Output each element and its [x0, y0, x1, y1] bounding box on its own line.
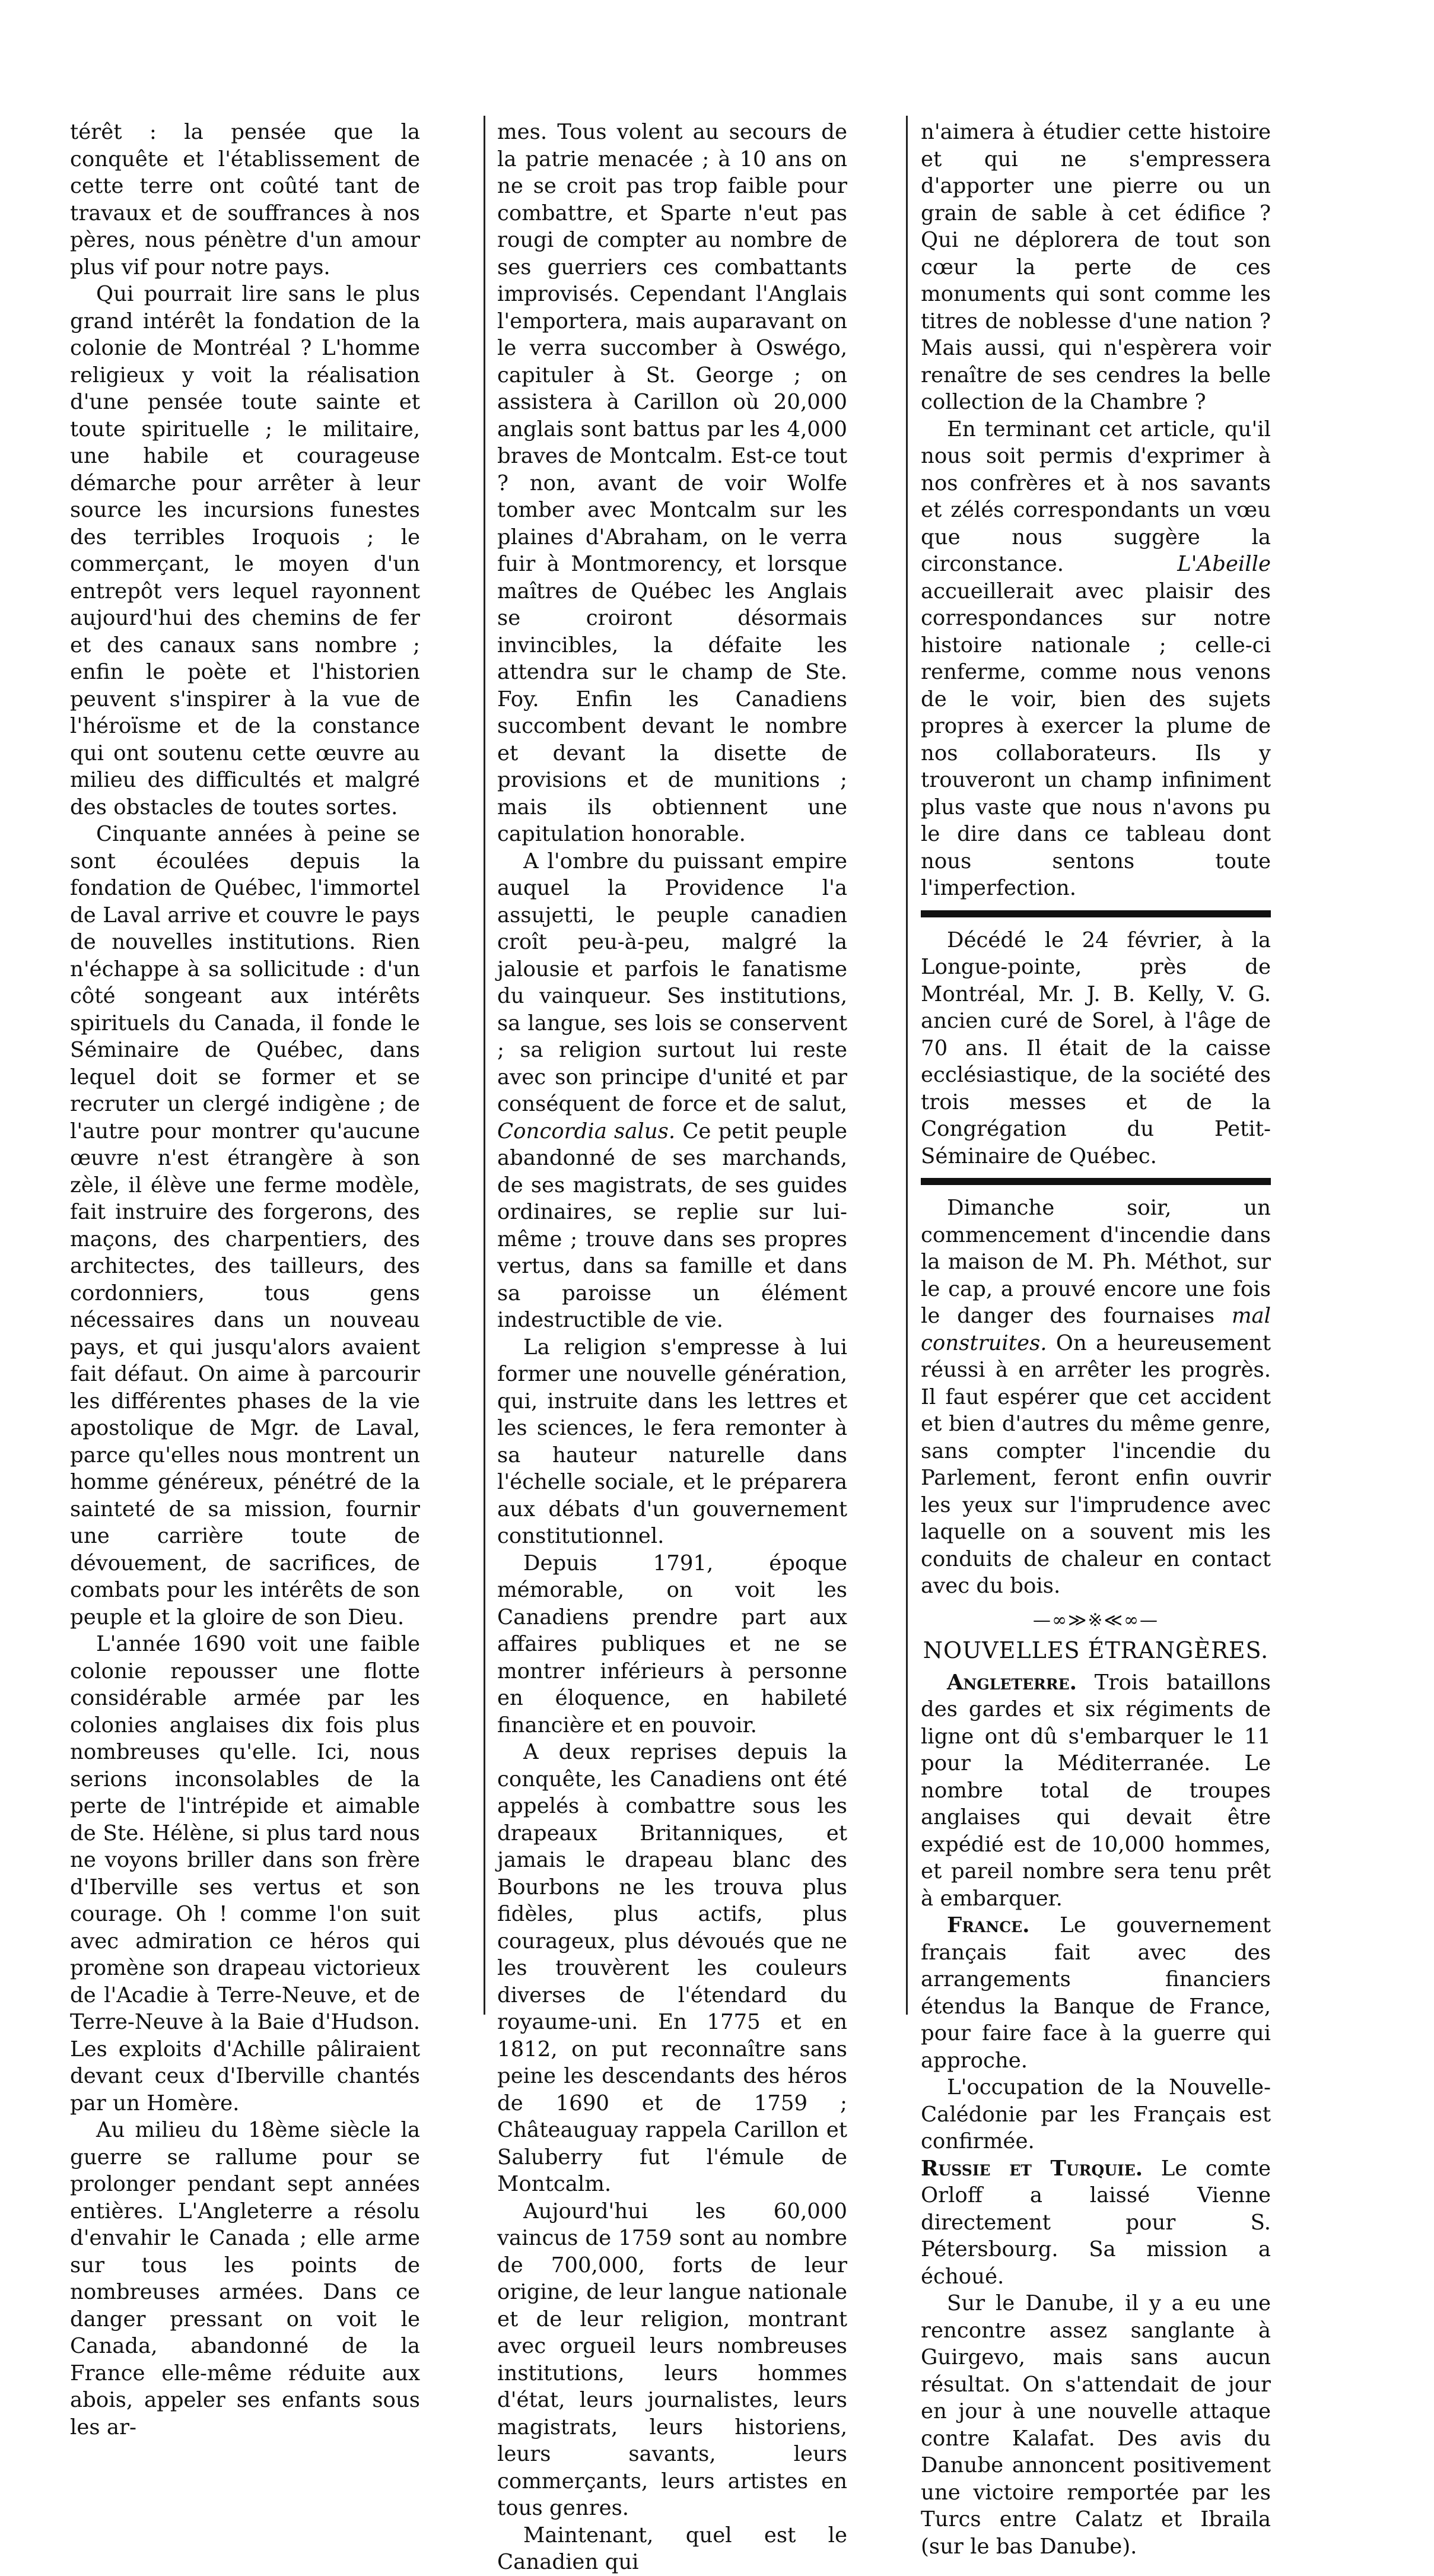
- ornament-divider: —∞≫※≪∞—: [1033, 1609, 1159, 1631]
- paragraph: mes. Tous volent au secours de la patrie menacée ; à 10 ans on ne se croit pas trop faible pour combattre, et Sparte n'eut pas rougi de compter au nombre de ses guerriers ces combattants improvisés. Cependant l'Anglais l'emportera, mais auparavant on le verra succomber à Oswégo, capituler à St. George ; on assistera à Carillon où 20,000 anglais sont battus par les 4,000 braves de Montcalm. Est-ce tout ? non, avant de voir Wolfe tomber avec Montcalm sur les plaines d'Abraham, on le verra fuir à Montmorency, et lorsque maîtres de Québec les Anglais se croiront désormais invincibles, la défaite les attendra sur le champ de Ste. Foy. Enfin les Canadiens succombent devant le nombre et devant la disette de provisions et de munitions ; mais ils obtiennent une capitulation honorable.: [497, 120, 847, 846]
- paragraph: Aujourd'hui les 60,000 vaincus de 1759 sont au nombre de 700,000, forts de leur origine, de leur langue nationale et de leur religion, montrant avec orgueil leurs nombreuses institutions, leurs hommes d'état, leurs journalistes, leurs magistrats, leurs historiens, leurs savants, leurs commerçants, leurs artistes en tous genres.: [497, 2199, 847, 2520]
- column-rule-1: [484, 116, 485, 2015]
- paragraph: Maintenant, quel est le Canadien qui: [497, 2523, 847, 2574]
- news-item: Sur le Danube, il y a eu une rencontre assez sanglante à Guirgevo, mais sans aucun résultat. On s'attendait de jour en jour à une nouvelle attaque contre Kalafat. Des avis du Danube annoncent positivement une victoire remportée par les Turcs entre Calatz et Ibraila (sur le bas Danube).: [921, 2291, 1271, 2559]
- column-3: [921, 119, 1271, 2560]
- paragraph-text: Dimanche soir, un commencement d'incendie dans la maison de M. Ph. Méthot, sur le cap, a prouvé encore une fois le danger des fournaises: [921, 1196, 1271, 1328]
- news-text: Le comte Orloff a laissé Vienne directement pour S. Pétersbourg. Sa mission a échoué.: [921, 2156, 1271, 2289]
- paragraph: [921, 416, 1271, 902]
- news-text: Le gouvernement français fait avec des arrangements financiers étendus la Banque de France, pour faire face à la guerre qui approche.: [921, 1913, 1271, 2073]
- country-label: France.: [947, 1913, 1030, 1937]
- section-heading: NOUVELLES ÉTRANGÈRES.: [923, 1637, 1269, 1663]
- country-label: Angleterre.: [947, 1670, 1077, 1695]
- column-2: [497, 119, 847, 2576]
- paragraph: L'année 1690 voit une faible colonie repousser une flotte considérable armée par les colonies anglaises dix fois plus nombreuses qu'elle. Ici, nous serions inconsolables de la perte de l'intrépide et aimable de Ste. Hélène, si plus tard nous ne voyons briller dans son frère d'Iberville ses vertus et son courage. Oh ! comme l'on suit avec admiration ce héros qui promène son drapeau victorieux de l'Acadie à Terre-Neuve, et de Terre-Neuve à la Baie d'Hudson. Les exploits d'Achille pâliraient devant ceux d'Iberville chantés par un Homère.: [70, 1632, 420, 2116]
- paragraph: Cinquante années à peine se sont écoulées depuis la fondation de Québec, l'immortel de Laval arrive et couvre le pays de nouvelles institutions. Rien n'échappe à sa sollicitude : d'un côté songeant aux intérêts spirituels du Canada, il fonde le Séminaire de Québec, dans lequel doit se former et se recruter un clergé indigène ; de l'autre pour montrer qu'aucune œuvre n'est étrangère à son zèle, il élève une ferme modèle, fait instruire des forgerons, des maçons, des charpentiers, des architectes, des tailleurs, des cordonniers, tous gens nécessaires dans un nouveau pays, et qui jusqu'alors avaient fait défaut. On aime à parcourir les différentes phases de la vie apostolique de Mgr. de Laval, parce qu'elles nous montrent un homme généreux, pénétré de la sainteté de sa mission, fournir une carrière toute de dévouement, de sacrifices, de combats pour les intérêts de son peuple et la gloire de son Dieu.: [70, 822, 420, 1630]
- latin-motto: Concordia salus.: [497, 1119, 676, 1144]
- section-divider: [921, 910, 1271, 917]
- news-text: Trois bataillons des gardes et six régiments de ligne ont dû s'embarquer le 11 pour la Méditerranée. Le nombre total de troupes anglaises qui devait être expédié est de 10,000 hommes, et pareil nombre sera tenu prêt à embarquer.: [921, 1670, 1271, 1911]
- newspaper-name: L'Abeille: [1177, 552, 1271, 576]
- paragraph: A deux reprises depuis la conquête, les Canadiens ont été appelés à combattre sous les drapeaux Britanniques, et jamais le drapeau blanc des Bourbons ne les trouva plus fidèles, plus actifs, plus courageux, plus dévoués que ne les trouvèrent les couleurs diverses de l'étendard du royaume-uni. En 1775 et en 1812, on put reconnaître sans peine les descendants des héros de 1690 et de 1759 ; Châteauguay rappela Carillon et Saluberry fut l'émule de Montcalm.: [497, 1740, 847, 2196]
- news-item: [921, 1669, 1271, 1913]
- section-divider: [921, 1178, 1271, 1185]
- column-rule-2: [906, 116, 908, 2015]
- paragraph: térêt : la pensée que la conquête et l'établissement de cette terre ont coûté tant de travaux et de souffrances à nos pères, nous pénètre d'un amour plus vif pour notre pays.: [70, 120, 420, 279]
- paragraph-text: accueillerait avec plaisir des correspondances sur notre histoire nationale ; celle-ci renferme, comme nous venons de le voir, bien des sujets propres à exercer la plume de nos collaborateurs. Ils y trouveront un champ infiniment plus vaste que nous n'avons pu le dire dans ce tableau dont nous sentons toute l'imperfection.: [921, 579, 1271, 900]
- paragraph: Au milieu du 18ème siècle la guerre se rallume pour se prolonger pendant sept années entières. L'Angleterre a résolu d'envahir le Canada ; elle arme sur tous les points de nombreuses armées. Dans ce danger pressant on voit le Canada, abandonné de la France elle-même réduite aux abois, appeler ses enfants sous les ar-: [70, 2118, 420, 2440]
- column-1: [70, 119, 420, 2441]
- paragraph-text: A l'ombre du puissant empire auquel la Providence l'a assujetti, le peuple canadien croît peu-à-peu, malgré la jalousie et parfois le fanatisme du vainqueur. Ses institutions, sa langue, ses lois se conservent ; sa religion surtout lui reste avec son principe d'unité et par conséquent de force et de salut,: [497, 849, 847, 1116]
- paragraph-text: On a heureusement réussi à en arrêter les progrès. Il faut espérer que cet accident et bien d'autres du même genre, sans compter l'incendie du Parlement, feront enfin ouvrir les yeux sur l'imprudence avec laquelle on a souvent mis les conduits de chaleur en contact avec du bois.: [921, 1330, 1271, 1598]
- paragraph: n'aimera à étudier cette histoire et qui ne s'empressera d'apporter une pierre ou un grain de sable à cet édifice ? Qui ne déplorera de tout son cœur la perte de ces monuments qui sont comme les titres de noblesse d'une nation ? Mais aussi, qui n'espèrera voir renaître de ses cendres la belle collection de la Chambre ?: [921, 120, 1271, 414]
- paragraph: Qui pourrait lire sans le plus grand intérêt la fondation de la colonie de Montréal ? L'homme religieux y voit la réalisation d'une pensée toute sainte et toute spirituelle ; le militaire, une habile et courageuse démarche pour arrêter à leur source les incursions funestes des terribles Iroquois ; le commerçant, le moyen d'un entrepôt vers lequel rayonnent aujourd'hui des chemins de fer et des canaux sans nombre ; enfin le poète et l'historien peuvent s'inspirer à la vue de l'héroïsme et de la constance qui ont soutenu cette œuvre au milieu des difficultés et malgré des obstacles de toutes sortes.: [70, 282, 420, 820]
- paragraph: [921, 1195, 1271, 1600]
- emphasis: mal construites.: [921, 1304, 1271, 1355]
- paragraph: Depuis 1791, époque mémorable, on voit les Canadiens prendre part aux affaires publiques et ne se montrer inférieurs à personne en éloquence, en habileté financière et en pouvoir.: [497, 1551, 847, 1738]
- paragraph: La religion s'empresse à lui former une nouvelle génération, qui, instruite dans les lettres et les sciences, le fera remonter à sa hauteur naturelle dans l'échelle sociale, et le préparera aux débats d'un gouvernement constitutionnel.: [497, 1335, 847, 1548]
- news-item: [921, 2155, 1271, 2291]
- paragraph: [497, 848, 847, 1334]
- news-item: L'occupation de la Nouvelle-Calédonie par les Français est confirmée.: [921, 2075, 1271, 2153]
- news-item: [921, 1912, 1271, 2074]
- paragraph-text: Ce petit peuple abandonné de ses marchands, de ses magistrats, de ses guides ordinaires, se replie sur lui-même ; trouve dans ses propres vertus, dans sa famille et dans sa paroisse un élément indestructible de vie.: [497, 1119, 847, 1332]
- country-label: Russie et Turquie.: [921, 2156, 1143, 2181]
- paragraph-text: En terminant cet article, qu'il nous soit permis d'exprimer à nos confrères et à nos savants et zélés correspondants un vœu que nous suggère la circonstance.: [921, 417, 1271, 576]
- obituary-notice: Décédé le 24 février, à la Longue-pointe, près de Montréal, Mr. J. B. Kelly, V. G. ancien curé de Sorel, à l'âge de 70 ans. Il était de la caisse ecclésiastique, de la société des trois messes et de la Congrégation du Petit-Séminaire de Québec.: [921, 928, 1271, 1168]
